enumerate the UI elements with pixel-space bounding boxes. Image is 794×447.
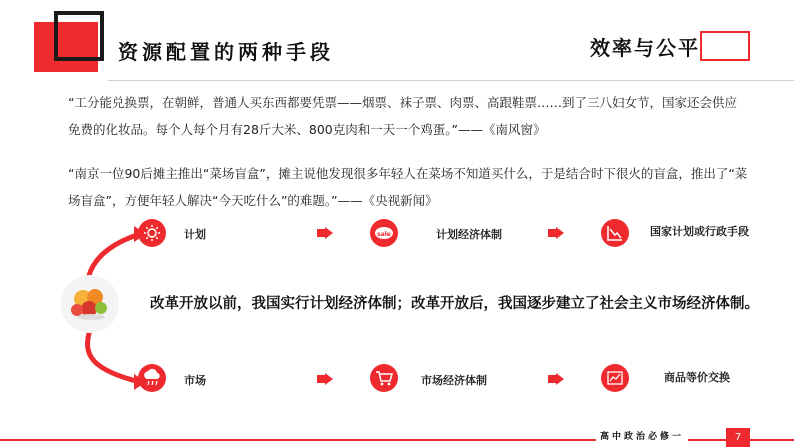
arrow-right-icon bbox=[317, 373, 333, 385]
header-outline-square bbox=[54, 11, 104, 61]
flow-label-plan: 计划 bbox=[184, 228, 206, 241]
tag-red-box bbox=[700, 31, 750, 61]
flow-label-equal-exchange: 商品等价交换 bbox=[664, 371, 730, 384]
chart-down-icon bbox=[601, 219, 629, 247]
shopping-cart-icon bbox=[370, 364, 398, 392]
quote-paragraph-2: “南京一位90后摊主推出“菜场盲盒”，摊主说他发现很多年轻人在菜场不知道买什么，于是结合时下很火的盲盒，推出了“菜场盲盒”，方便年轻人解决“今天吃什么”的难题。”——《央视新闻》 bbox=[68, 166, 748, 208]
quote-paragraph-1: “工分能兑换票，在朝鲜，普通人买东西都要凭票——烟票、袜子票、肉票、高跟鞋票……到了三八妇女节，国家还会供应免费的化妆品。每个人每个月有28斤大米、800克肉和一天一个鸡蛋。”——《南风窗》 bbox=[68, 95, 737, 137]
page-number: 7 bbox=[726, 428, 750, 447]
arrow-right-icon bbox=[548, 227, 564, 239]
section-tag: 效率与公平 bbox=[590, 36, 700, 60]
flow-label-market-economy: 市场经济体制 bbox=[421, 374, 487, 387]
arrow-right-icon bbox=[548, 373, 564, 385]
chart-line-icon bbox=[601, 364, 629, 392]
arrow-right-icon bbox=[317, 227, 333, 239]
cloud-rain-icon bbox=[138, 364, 166, 392]
fruit-illustration bbox=[61, 275, 119, 333]
page-title: 资源配置的两种手段 bbox=[118, 40, 334, 64]
header-divider bbox=[108, 80, 794, 81]
footer-course: 高中政治必修一 bbox=[596, 429, 688, 442]
sale-tag-icon bbox=[370, 219, 398, 247]
svg-text:sale: sale bbox=[377, 231, 391, 238]
sun-icon bbox=[138, 219, 166, 247]
flow-label-state-plan: 国家计划或行政手段 bbox=[650, 225, 749, 238]
fruit-image bbox=[61, 275, 119, 333]
main-statement: 改革开放以前，我国实行计划经济体制；改革开放后，我国逐步建立了社会主义市场经济体制。 bbox=[150, 296, 759, 312]
flow-label-market: 市场 bbox=[184, 374, 206, 387]
flow-label-planned-economy: 计划经济体制 bbox=[436, 228, 502, 241]
